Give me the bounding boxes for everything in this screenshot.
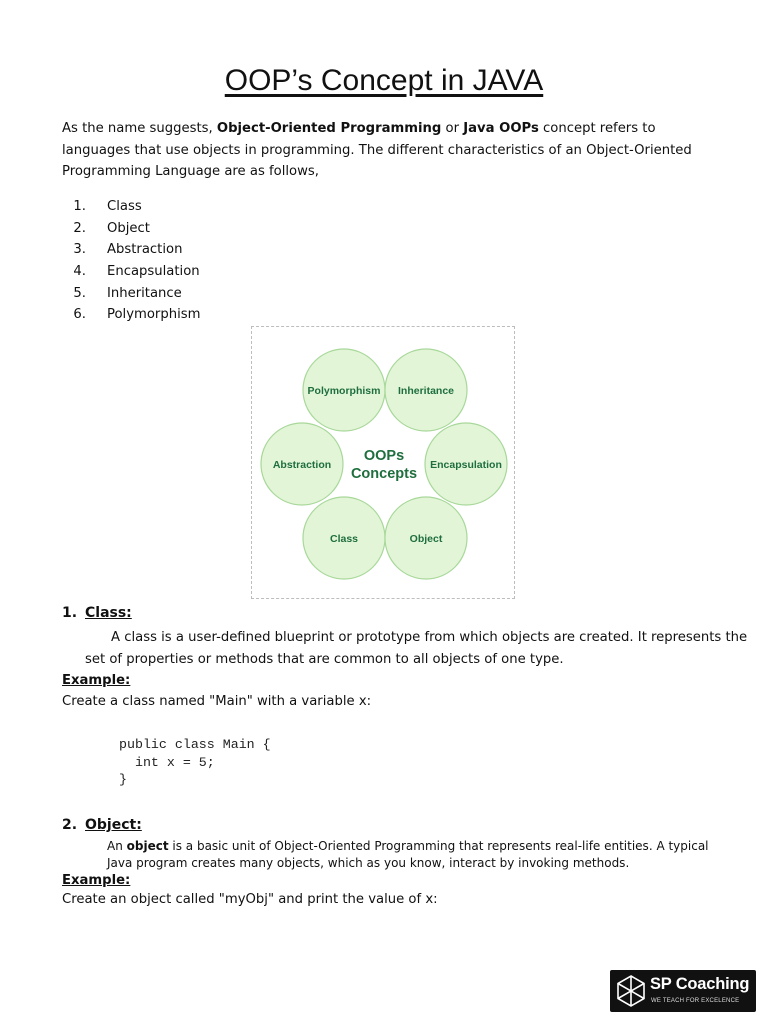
- list-number: 5.: [73, 285, 86, 301]
- center-label-line1: OOPs: [363, 448, 405, 464]
- label-polymorphism: Polymorphism: [307, 385, 381, 397]
- object-para-bold: object: [126, 839, 169, 853]
- label-object: Object: [409, 533, 443, 545]
- concepts-list: [62, 196, 200, 326]
- list-item: [62, 304, 200, 326]
- intro-text-2: or: [441, 121, 464, 136]
- list-label: Inheritance: [107, 285, 182, 301]
- example-label: Example:: [62, 873, 131, 888]
- example-description: Create a class named "Main" with a variable x:: [62, 694, 372, 709]
- list-number: 1.: [73, 199, 86, 214]
- list-label: Encapsulation: [107, 264, 200, 280]
- section-heading-class: [62, 605, 132, 621]
- intro-paragraph: [62, 118, 722, 183]
- object-para-b: is a basic unit of Object-Oriented Programming that represents real-life entities. A typical Java program creates many objects, which as you know, interact by invoking methods.: [107, 839, 709, 870]
- intro-bold-oop: Object-Oriented Programming: [216, 121, 442, 136]
- hexagon-cube-icon: [614, 974, 648, 1008]
- list-label: Polymorphism: [107, 307, 201, 323]
- intro-text-3: concept refers to languages that use objects in programming. The different characteristics of an Object-Oriented Programming Language are as follows,: [62, 121, 692, 180]
- example-description: Create an object called "myObj" and print the value of x:: [62, 892, 438, 907]
- list-label: Abstraction: [107, 242, 183, 258]
- code-block: public class Main { int x = 5; }: [119, 737, 271, 787]
- intro-bold-java-oops: Java OOPs: [463, 121, 539, 136]
- list-item: [62, 261, 200, 283]
- list-number: 6.: [73, 307, 86, 323]
- class-paragraph-line1: [111, 627, 747, 649]
- label-encapsulation: Encapsulation: [430, 459, 502, 471]
- diagram-svg: [252, 327, 514, 598]
- center-label-line2: Concepts: [350, 466, 418, 482]
- page-title: OOP’s Concept in JAVA: [224, 64, 544, 97]
- list-number: 3.: [73, 242, 86, 258]
- intro-text-1: As the name suggests,: [62, 121, 217, 136]
- list-item: [62, 239, 200, 261]
- list-item: [62, 218, 200, 240]
- section-number: 2.: [62, 817, 78, 833]
- list-number: 4.: [73, 264, 86, 280]
- class-para-b: is a user-defined blueprint or prototype from which objects are created. It represents the: [156, 630, 748, 645]
- list-item: [62, 196, 200, 218]
- object-para-a: An: [107, 839, 127, 853]
- list-item: [62, 283, 200, 305]
- logo-name: SP Coaching: [650, 975, 750, 993]
- logo-tagline: WE TEACH FOR EXCELENCE: [651, 998, 740, 1004]
- list-label: Object: [107, 220, 150, 236]
- section-heading-object: [62, 817, 142, 833]
- label-abstraction: Abstraction: [272, 459, 332, 471]
- object-paragraph: [107, 838, 727, 871]
- section-title: Object:: [85, 817, 142, 833]
- example-label: Example:: [62, 673, 131, 688]
- label-inheritance: Inheritance: [397, 385, 455, 397]
- label-class: Class: [329, 533, 359, 545]
- section-number: 1.: [62, 605, 78, 621]
- list-label: Class: [107, 199, 142, 214]
- section-title: Class:: [85, 605, 132, 621]
- sp-coaching-logo: [610, 970, 756, 1012]
- class-paragraph-line2: set of properties or methods that are common to all objects of one type.: [85, 652, 564, 667]
- class-para-a: A class: [111, 630, 157, 645]
- oops-concepts-diagram: [251, 326, 515, 599]
- list-number: 2.: [73, 220, 86, 236]
